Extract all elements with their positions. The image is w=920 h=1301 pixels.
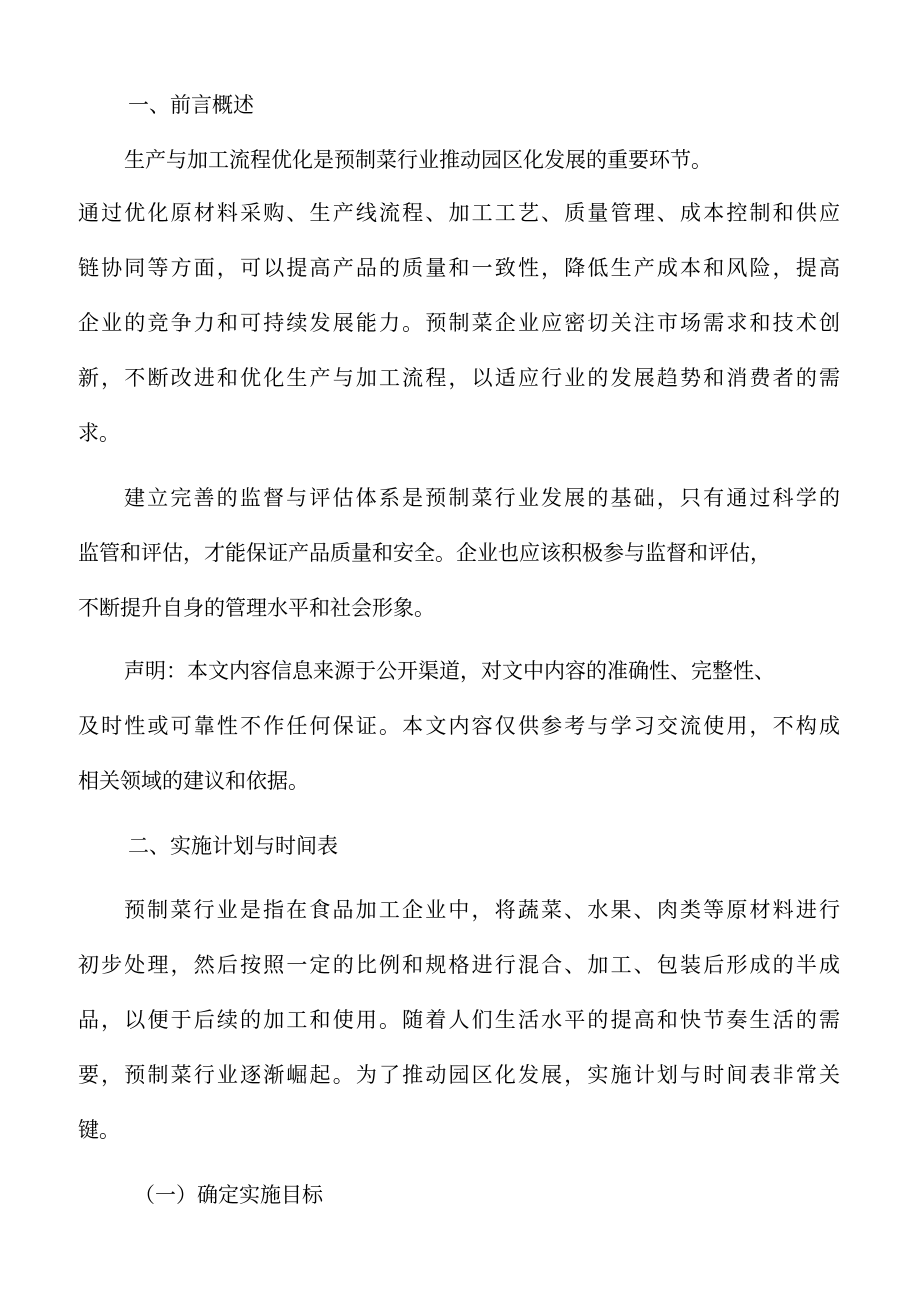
- section-heading-1: 一、前言概述: [128, 93, 254, 117]
- paragraph-3-line-2: 初步处理，然后按照一定的比例和规格进行混合、加工、包装后形成的半成: [78, 953, 840, 977]
- paragraph-3-line-5: 键。: [78, 1118, 120, 1142]
- paragraph-3-line-3: 品，以便于后续的加工和使用。随着人们生活水平的提高和快节奏生活的需: [78, 1008, 840, 1032]
- disclaimer-line-1: 声明：本文内容信息来源于公开渠道，对文中内容的准确性、完整性、: [124, 659, 775, 683]
- paragraph-3-line-1: 预制菜行业是指在食品加工企业中，将蔬菜、水果、肉类等原材料进行: [124, 898, 840, 922]
- paragraph-2-line-2: 监管和评估，才能保证产品质量和安全。企业也应该积极参与监督和评估，: [78, 541, 771, 565]
- disclaimer-line-3: 相关领域的建议和依据。: [78, 769, 309, 793]
- section-heading-2: 二、实施计划与时间表: [128, 834, 338, 858]
- paragraph-2-line-3: 不断提升自身的管理水平和社会形象。: [78, 596, 435, 620]
- disclaimer-line-2: 及时性或可靠性不作任何保证。本文内容仅供参考与学习交流使用，不构成: [78, 714, 840, 738]
- paragraph-1-line-6: 求。: [78, 421, 120, 445]
- paragraph-1-line-5: 新，不断改进和优化生产与加工流程，以适应行业的发展趋势和消费者的需: [78, 366, 840, 390]
- paragraph-1-line-3: 链协同等方面，可以提高产品的质量和一致性，降低生产成本和风险，提高: [78, 256, 840, 280]
- paragraph-1-line-4: 企业的竞争力和可持续发展能力。预制菜企业应密切关注市场需求和技术创: [78, 311, 840, 335]
- subsection-heading-1: （一）确定实施目标: [134, 1183, 323, 1207]
- paragraph-1-line-1: 生产与加工流程优化是预制菜行业推动园区化发展的重要环节。: [124, 148, 712, 172]
- paragraph-3-line-4: 要，预制菜行业逐渐崛起。为了推动园区化发展，实施计划与时间表非常关: [78, 1063, 840, 1087]
- paragraph-1-line-2: 通过优化原材料采购、生产线流程、加工工艺、质量管理、成本控制和供应: [78, 201, 840, 225]
- paragraph-2-line-1: 建立完善的监督与评估体系是预制菜行业发展的基础，只有通过科学的: [124, 486, 840, 510]
